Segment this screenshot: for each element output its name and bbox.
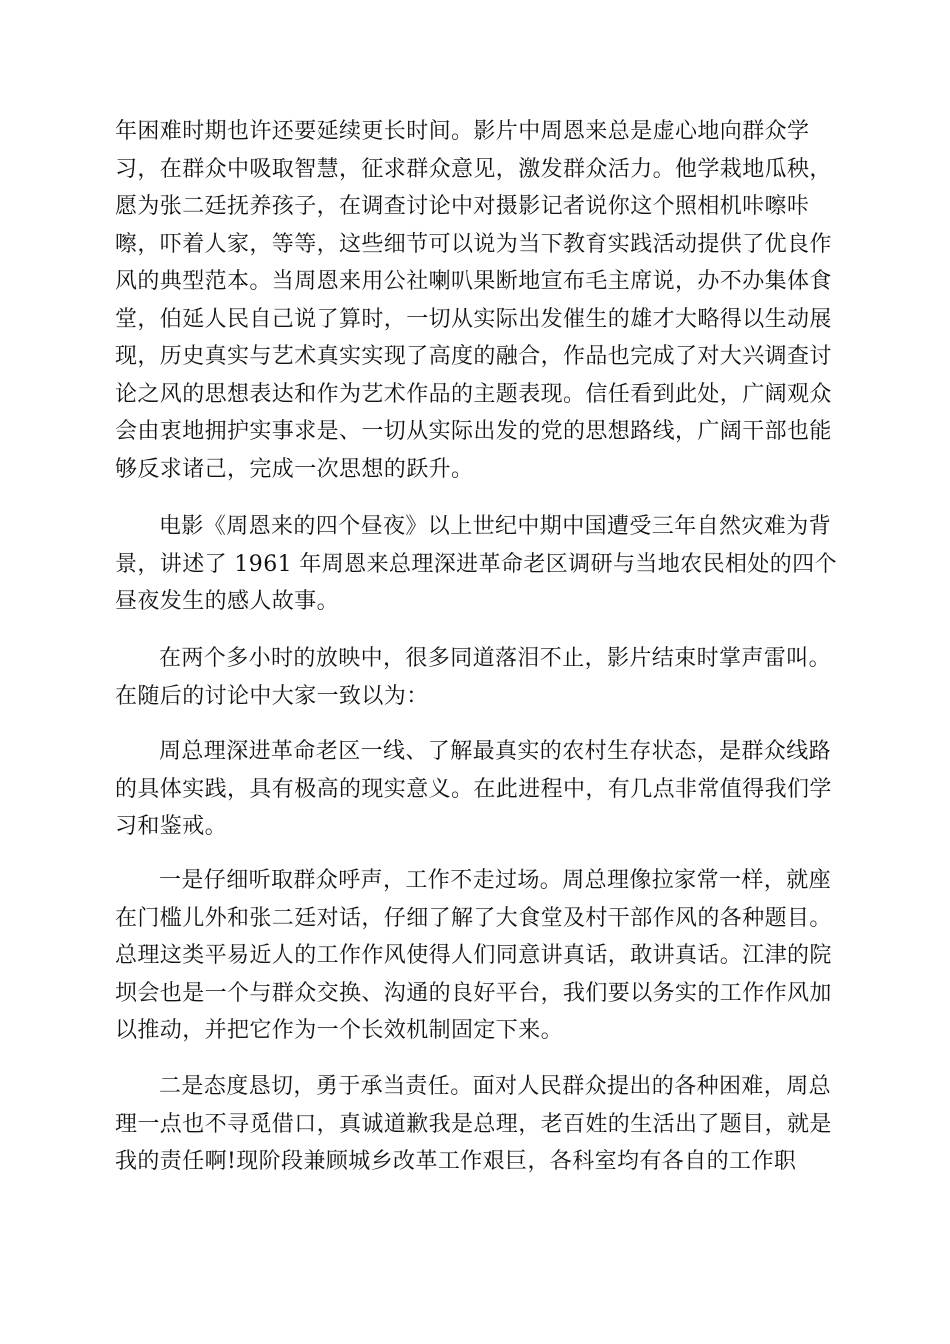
- paragraph-1: [115, 113, 840, 488]
- paragraph-6: [115, 1068, 840, 1181]
- text-line: 会由衷地拥护实事求是、一切从实际出发的党的思想路线，广阔干部也能: [115, 419, 832, 444]
- text-line: 在两个多小时的放映中，很多同道落泪不止，影片结束时掌声雷叫。: [159, 646, 832, 671]
- text-line: 我的责任啊!现阶段兼顾城乡改革工作艰巨，各科室均有各自的工作职: [115, 1149, 797, 1174]
- paragraph-2: [115, 508, 840, 621]
- text-line: 景，讲述了 1961 年周恩来总理深进革命老区调研与当地农民相处的四个: [115, 551, 837, 577]
- text-line: 年困难时期也许还要延续更长时间。影片中周恩来总是虚心地向群众学: [115, 119, 810, 144]
- text-line: 习，在群众中吸取智慧，征求群众意见，激发群众活力。他学栽地瓜秧，: [115, 156, 832, 182]
- text-line: 一是仔细听取群众呼声，工作不走过场。周总理像拉家常一样，就座: [159, 868, 832, 893]
- paragraph-4: [115, 733, 840, 846]
- text-line: 的具体实践，具有极高的现实意义。在此进程中，有几点非常值得我们学: [115, 776, 832, 802]
- text-line: 风的典型范本。当周恩来用公社喇叭果断地宣布毛主席说，办不办集体食: [115, 269, 832, 294]
- text-line: 总理这类平易近人的工作作风使得人们同意讲真话，敢讲真话。江津的院: [115, 943, 832, 968]
- text-line: 习和鉴戒。: [115, 814, 228, 839]
- text-line: 论之风的思想表达和作为艺术作品的主题表现。信任看到此处，广阔观众: [115, 381, 832, 407]
- text-line: 坝会也是一个与群众交换、沟通的良好平台，我们要以务实的工作作风加: [115, 980, 832, 1006]
- text-line: 嚓，吓着人家，等等，这些细节可以说为当下教育实践活动提供了优良作: [115, 231, 832, 257]
- paragraph-3: [115, 640, 840, 715]
- text-line: 够反求诸己，完成一次思想的跃升。: [115, 456, 474, 482]
- text-line: 周总理深进革命老区一线、了解最真实的农村生存状态，是群众线路: [159, 739, 832, 764]
- text-line: 以推动，并把它作为一个长效机制固定下来。: [115, 1018, 564, 1043]
- text-line: 理一点也不寻觅借口，真诚道歉我是总理，老百姓的生活出了题目，就是: [115, 1111, 832, 1137]
- text-line: 昼夜发生的感人故事。: [115, 589, 340, 614]
- text-line: 在门槛儿外和张二廷对话，仔细了解了大食堂及村干部作风的各种题目。: [115, 905, 832, 931]
- text-line: 现，历史真实与艺术真实实现了高度的融合，作品也完成了对大兴调查讨: [115, 344, 832, 369]
- text-line: 在随后的讨论中大家一致以为：: [115, 683, 429, 709]
- text-line: 愿为张二廷抚养孩子，在调查讨论中对摄影记者说你这个照相机咔嚓咔: [115, 194, 810, 219]
- paragraph-5: [115, 862, 840, 1050]
- text-line: 二是态度恳切，勇于承当责任。面对人民群众提出的各种困难，周总: [159, 1074, 832, 1099]
- text-line: 堂，伯延人民自己说了算时，一切从实际出发催生的雄才大略得以生动展: [115, 306, 832, 332]
- text-line: 电影《周恩来的四个昼夜》以上世纪中期中国遭受三年自然灾难为背: [159, 514, 832, 539]
